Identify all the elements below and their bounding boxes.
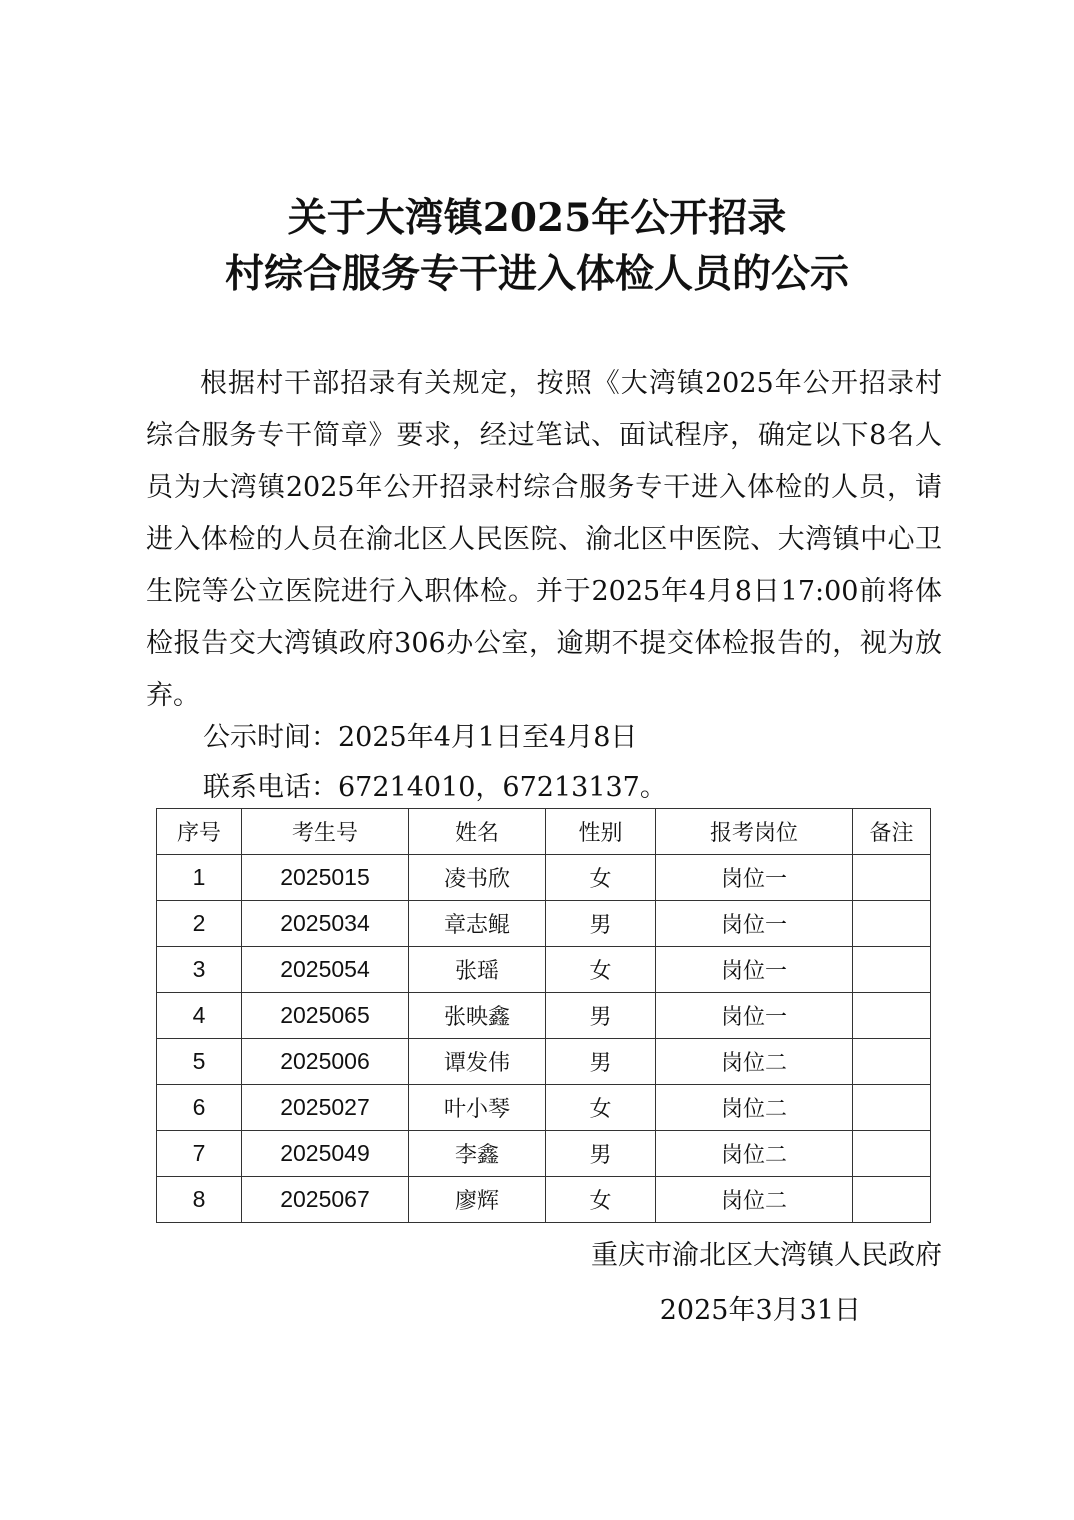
cell-position: 岗位一 xyxy=(656,901,853,947)
cell-serial: 6 xyxy=(157,1085,242,1131)
cell-remarks xyxy=(853,1177,931,1223)
cell-position: 岗位一 xyxy=(656,855,853,901)
cell-candidate-number: 2025034 xyxy=(242,901,409,947)
cell-name: 张映鑫 xyxy=(409,993,546,1039)
header-gender: 性别 xyxy=(546,809,656,855)
cell-serial: 1 xyxy=(157,855,242,901)
cell-position: 岗位二 xyxy=(656,1039,853,1085)
table-row xyxy=(157,1085,931,1131)
cell-remarks xyxy=(853,1131,931,1177)
cell-remarks xyxy=(853,901,931,947)
cell-name: 张瑶 xyxy=(409,947,546,993)
table-row xyxy=(157,993,931,1039)
contact-phone: 联系电话：67214010，67213137。 xyxy=(203,772,667,803)
header-name: 姓名 xyxy=(409,809,546,855)
cell-position: 岗位二 xyxy=(656,1177,853,1223)
table-row xyxy=(157,855,931,901)
cell-gender: 男 xyxy=(546,901,656,947)
cell-serial: 4 xyxy=(157,993,242,1039)
cell-gender: 女 xyxy=(546,947,656,993)
cell-remarks xyxy=(853,947,931,993)
cell-remarks xyxy=(853,1039,931,1085)
publication-time: 公示时间：2025年4月1日至4月8日 xyxy=(203,722,638,753)
cell-position: 岗位二 xyxy=(656,1085,853,1131)
cell-name: 叶小琴 xyxy=(409,1085,546,1131)
cell-candidate-number: 2025065 xyxy=(242,993,409,1039)
cell-candidate-number: 2025054 xyxy=(242,947,409,993)
body-paragraph: 根据村干部招录有关规定，按照《大湾镇2025年公开招录村综合服务专干简章》要求，经过笔试、面试程序，确定以下8名人员为大湾镇2025年公开招录村综合服务专干进入体检的人员，请进入体检的人员在渝北区人民医院、渝北区中医院、大湾镇中心卫生院等公立医院进行入职体检。并于2025年4月8日17:00前将体检报告交大湾镇政府306办公室，逾期不提交体检报告的，视为放弃。 xyxy=(146,368,942,711)
cell-name: 谭发伟 xyxy=(409,1039,546,1085)
cell-serial: 8 xyxy=(157,1177,242,1223)
cell-position: 岗位一 xyxy=(656,947,853,993)
header-candidate-number: 考生号 xyxy=(242,809,409,855)
table-row xyxy=(157,947,931,993)
document-title-line-2: 村综合服务专干进入体检人员的公示 xyxy=(224,251,849,297)
cell-position: 岗位一 xyxy=(656,993,853,1039)
cell-serial: 3 xyxy=(157,947,242,993)
issuing-organization: 重庆市渝北区大湾镇人民政府 xyxy=(591,1240,942,1271)
cell-name: 章志鲲 xyxy=(409,901,546,947)
cell-gender: 女 xyxy=(546,1085,656,1131)
cell-gender: 男 xyxy=(546,993,656,1039)
cell-candidate-number: 2025049 xyxy=(242,1131,409,1177)
table-row xyxy=(157,1177,931,1223)
cell-remarks xyxy=(853,1085,931,1131)
table-header-row xyxy=(157,809,931,855)
document-title-line-1: 关于大湾镇2025年公开招录 xyxy=(287,195,787,241)
cell-serial: 7 xyxy=(157,1131,242,1177)
header-serial: 序号 xyxy=(157,809,242,855)
cell-serial: 5 xyxy=(157,1039,242,1085)
issue-date: 2025年3月31日 xyxy=(659,1295,861,1326)
cell-candidate-number: 2025006 xyxy=(242,1039,409,1085)
table-row xyxy=(157,1039,931,1085)
candidate-table xyxy=(156,808,931,1223)
cell-remarks xyxy=(853,855,931,901)
table-row xyxy=(157,1131,931,1177)
cell-candidate-number: 2025015 xyxy=(242,855,409,901)
cell-candidate-number: 2025027 xyxy=(242,1085,409,1131)
cell-gender: 女 xyxy=(546,1177,656,1223)
cell-gender: 男 xyxy=(546,1039,656,1085)
cell-gender: 女 xyxy=(546,855,656,901)
table-row xyxy=(157,901,931,947)
cell-gender: 男 xyxy=(546,1131,656,1177)
cell-name: 凌书欣 xyxy=(409,855,546,901)
header-position: 报考岗位 xyxy=(656,809,853,855)
cell-candidate-number: 2025067 xyxy=(242,1177,409,1223)
cell-name: 廖辉 xyxy=(409,1177,546,1223)
cell-remarks xyxy=(853,993,931,1039)
header-remarks: 备注 xyxy=(853,809,931,855)
cell-name: 李鑫 xyxy=(409,1131,546,1177)
cell-serial: 2 xyxy=(157,901,242,947)
cell-position: 岗位二 xyxy=(656,1131,853,1177)
